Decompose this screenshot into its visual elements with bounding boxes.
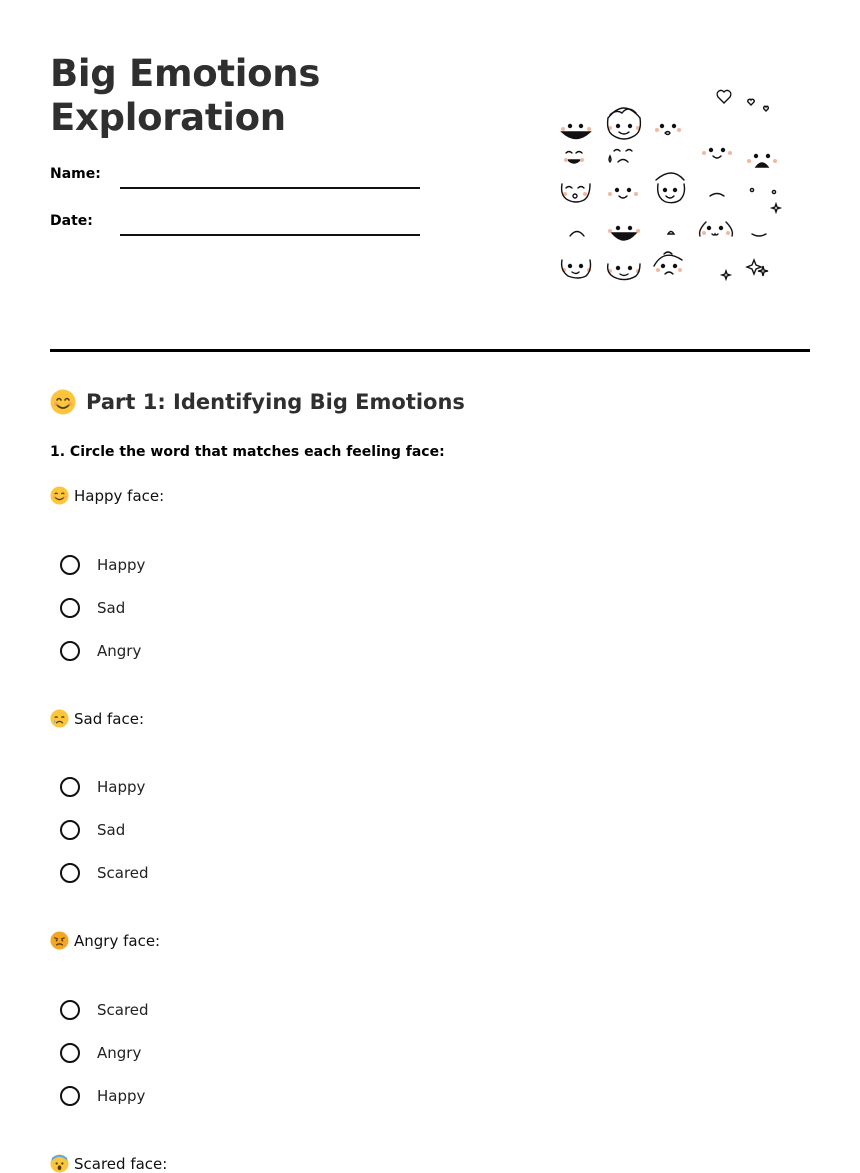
sad-face-label: Sad face: <box>74 709 145 728</box>
section-1-title: Part 1: Identifying Big Emotions <box>86 390 465 414</box>
option-sad-face-3[interactable] <box>60 863 149 883</box>
option-label: Sad <box>97 599 126 617</box>
scared-face-label: Scared face: <box>74 1154 168 1173</box>
sad-face-emoji-icon <box>50 709 69 728</box>
name-field[interactable] <box>120 187 420 189</box>
radio-button[interactable] <box>60 598 80 618</box>
option-happy-face-1[interactable] <box>60 555 145 575</box>
radio-button[interactable] <box>60 1086 80 1106</box>
option-sad-face-1[interactable] <box>60 777 145 797</box>
worksheet-title <box>50 52 320 140</box>
radio-button[interactable] <box>60 1043 80 1063</box>
smiling-face-icon <box>50 389 76 415</box>
date-label: Date: <box>50 213 93 229</box>
header-divider <box>50 349 810 352</box>
option-label: Scared <box>97 864 149 882</box>
happy-face-emoji-icon <box>50 486 69 505</box>
date-field[interactable] <box>120 234 420 236</box>
option-angry-face-1[interactable] <box>60 1000 149 1020</box>
scared-face-emoji-icon <box>50 1154 69 1173</box>
option-label: Happy <box>97 1087 146 1105</box>
option-label: Happy <box>97 778 146 796</box>
section-1-heading <box>50 389 465 415</box>
title-line-2: Exploration <box>50 96 286 139</box>
radio-button[interactable] <box>60 1000 80 1020</box>
option-happy-face-3[interactable] <box>60 641 141 661</box>
radio-button[interactable] <box>60 555 80 575</box>
option-label: Angry <box>97 1044 142 1062</box>
option-happy-face-2[interactable] <box>60 598 125 618</box>
sad-face-prompt <box>50 709 144 728</box>
option-angry-face-3[interactable] <box>60 1086 145 1106</box>
option-label: Angry <box>97 642 142 660</box>
radio-button[interactable] <box>60 641 80 661</box>
angry-face-prompt <box>50 931 160 950</box>
angry-face-emoji-icon <box>50 931 69 950</box>
option-label: Happy <box>97 556 146 574</box>
happy-face-label: Happy face: <box>74 486 165 505</box>
happy-face-prompt <box>50 486 164 505</box>
question-1: 1. Circle the word that matches each feeling face: <box>50 444 445 460</box>
scared-face-prompt <box>50 1154 167 1173</box>
option-sad-face-2[interactable] <box>60 820 125 840</box>
option-angry-face-2[interactable] <box>60 1043 141 1063</box>
option-label: Scared <box>97 1001 149 1019</box>
radio-button[interactable] <box>60 863 80 883</box>
option-label: Sad <box>97 821 126 839</box>
title-line-1: Big Emotions <box>50 52 321 95</box>
angry-face-label: Angry face: <box>74 931 161 950</box>
emotion-faces-illustration <box>548 88 788 288</box>
radio-button[interactable] <box>60 820 80 840</box>
radio-button[interactable] <box>60 777 80 797</box>
name-label: Name: <box>50 166 101 182</box>
